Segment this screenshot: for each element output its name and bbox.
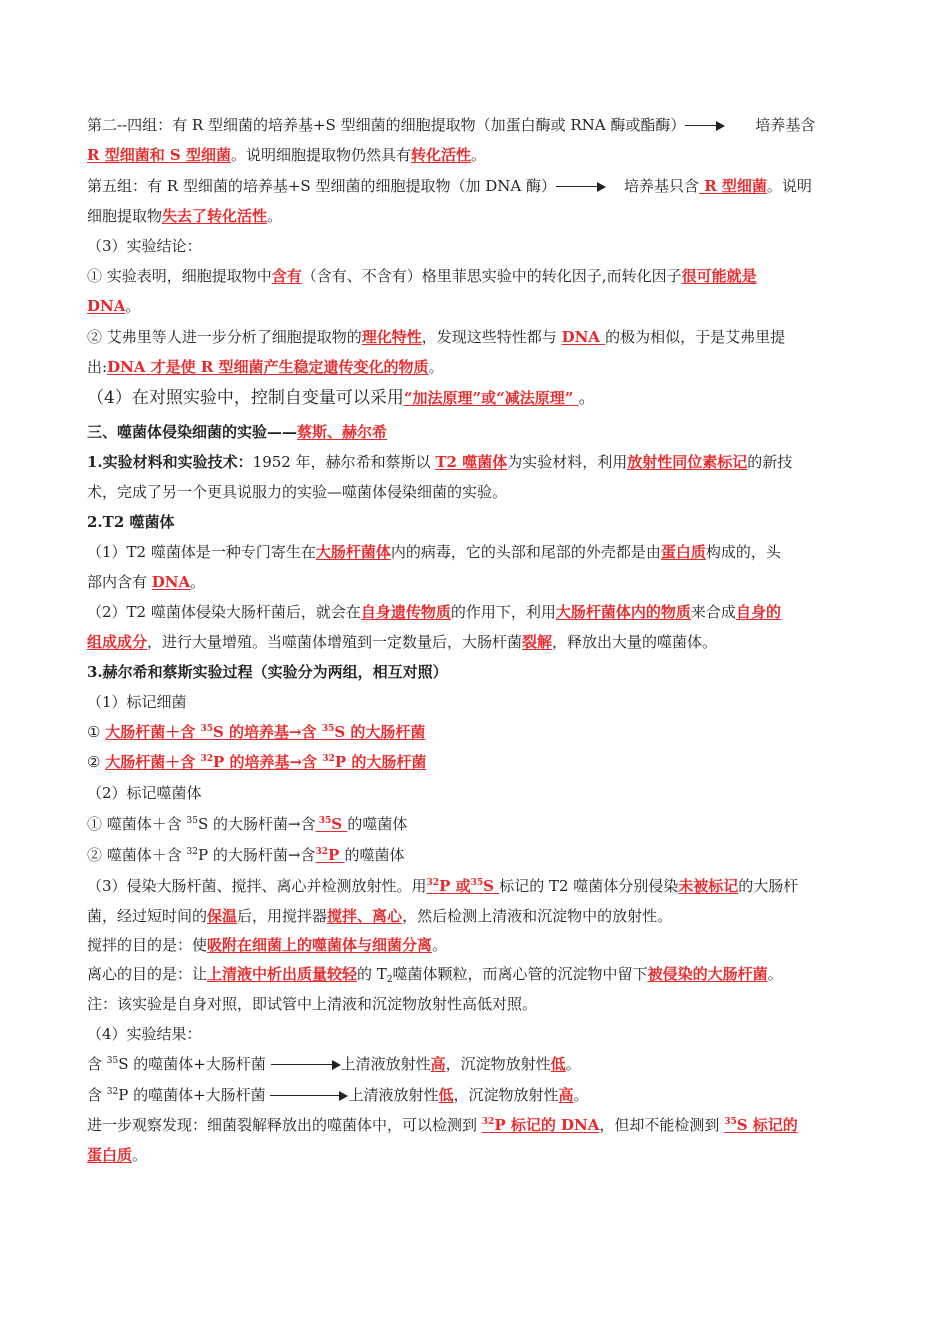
para-group-5-cont: 细胞提取物失去了转化活性。 bbox=[87, 207, 283, 225]
further-observation-cont: 蛋白质。 bbox=[87, 1146, 148, 1164]
t2-para-2: （2）T2 噬菌体侵染大肠杆菌后，就会在自身遗传物质的作用下，利用大肠杆菌体内的物质来合成自身的 bbox=[87, 603, 781, 621]
stir-purpose: 搅拌的目的是：使吸附在细菌上的噬菌体与细菌分离。 bbox=[87, 936, 448, 954]
conclusion-1: ① 实验表明，细胞提取物中含有（含有、不含有）格里菲思实验中的转化因子,而转化因子很可能就是 bbox=[87, 267, 757, 285]
section-3-heading: 三、噬菌体侵染细菌的实验——蔡斯、赫尔希 bbox=[87, 423, 388, 441]
para-group-5: 第五组：有 R 型细菌的培养基+S 型细菌的细胞提取物（加 DNA 酶） 培养基只含 R 型细菌。说明 bbox=[87, 177, 812, 195]
label-bacteria-1: ① 大肠杆菌＋含 $^{35}$S 的培养基→含 $^{35}$S 的大肠杆菌 bbox=[87, 723, 426, 741]
arrow-icon bbox=[270, 1091, 348, 1101]
t2-para-2-cont: 组成成分，进行大量增殖。当噬菌体增殖到一定数量后，大肠杆菌裂解，释放出大量的噬菌体。 bbox=[87, 633, 718, 651]
result-p32: 含 $^{32}$P 的噬菌体+大肠杆菌 上清液放射性低，沉淀物放射性高。 bbox=[87, 1086, 589, 1104]
arrow-icon bbox=[556, 182, 606, 192]
materials-para-cont: 术，完成了另一个更具说服力的实验—噬菌体侵染细菌的实验。 bbox=[87, 483, 508, 501]
label-phage-2: ② 噬菌体＋含 $^{32}$P 的大肠杆菌→含$^{32}$P 的噬菌体 bbox=[87, 846, 405, 864]
label-bacteria-heading: （1）标记细菌 bbox=[87, 693, 187, 711]
materials-para: 1.实验材料和实验技术：1952 年，赫尔希和蔡斯以 T2 噬菌体为实验材料，利用放射性同位素标记的新技 bbox=[87, 453, 793, 471]
process-heading: 3.赫尔希和蔡斯实验过程（实验分为两组，相互对照） bbox=[87, 663, 448, 681]
infect-para-cont: 菌，经过短时间的保温后，用搅拌器搅拌、离心，然后检测上清液和沉淀物中的放射性。 bbox=[87, 907, 673, 925]
conclusion-2: ② 艾弗里等人进一步分析了细胞提取物的理化特性，发现这些特性都与 DNA 的极为相似，于是艾弗里提 bbox=[87, 328, 786, 346]
control-principle: （4）在对照实验中，控制自变量可以采用“加法原理”或“减法原理” 。 bbox=[87, 388, 596, 408]
conclusion-2-cont: 出:DNA 才是使 R 型细菌产生稳定遗传变化的物质。 bbox=[87, 358, 444, 376]
further-observation: 进一步观察发现：细菌裂解释放出的噬菌体中，可以检测到 $^{32}$P 标记的 DNA，但却不能检测到 $^{35}$S 标记的 bbox=[87, 1116, 798, 1134]
t2-para-1-cont: 部内含有 DNA。 bbox=[87, 573, 206, 591]
results-heading: （4）实验结果： bbox=[87, 1025, 202, 1043]
heading-conclusion: （3）实验结论： bbox=[87, 237, 202, 255]
result-s35: 含 $^{35}$S 的噬菌体+大肠杆菌 上清液放射性高，沉淀物放射性低。 bbox=[87, 1055, 581, 1073]
infect-para: （3）侵染大肠杆菌、搅拌、离心并检测放射性。用$^{32}$P 或$^{35}$S 标记的 T2 噬菌体分别侵染未被标记的大肠杆 bbox=[87, 877, 799, 895]
arrow-icon bbox=[271, 1060, 341, 1070]
arrow-icon bbox=[685, 121, 725, 131]
para-group-2-4: 第二--四组：有 R 型细菌的培养基+S 型细菌的细胞提取物（加蛋白酶或 RNA 酶或酯酶） 培养基含 bbox=[87, 116, 816, 134]
note: 注：该实验是自身对照，即试管中上清液和沉淀物放射性高低对照。 bbox=[87, 995, 538, 1013]
label-phage-1: ① 噬菌体＋含 $^{35}$S 的大肠杆菌→含 $^{35}$S 的噬菌体 bbox=[87, 815, 408, 833]
t2-para-1: （1）T2 噬菌体是一种专门寄生在大肠杆菌体内的病毒，它的头部和尾部的外壳都是由蛋白质构成的，头 bbox=[87, 543, 781, 561]
label-bacteria-2: ② 大肠杆菌＋含 $^{32}$P 的培养基→含 $^{32}$P 的大肠杆菌 bbox=[87, 753, 427, 771]
t2-heading: 2.T2 噬菌体 bbox=[87, 513, 175, 531]
label-phage-heading: （2）标记噬菌体 bbox=[87, 784, 202, 802]
para-group-2-4-cont: R 型细菌和 S 型细菌。说明细胞提取物仍然具有转化活性。 bbox=[87, 146, 487, 164]
centrifuge-purpose: 离心的目的是：让上清液中析出质量较轻的 $T_2$噬菌体颗粒，而离心管的沉淀物中留下被侵染的大肠杆菌。 bbox=[87, 965, 783, 985]
conclusion-1-cont: DNA。 bbox=[87, 297, 141, 315]
